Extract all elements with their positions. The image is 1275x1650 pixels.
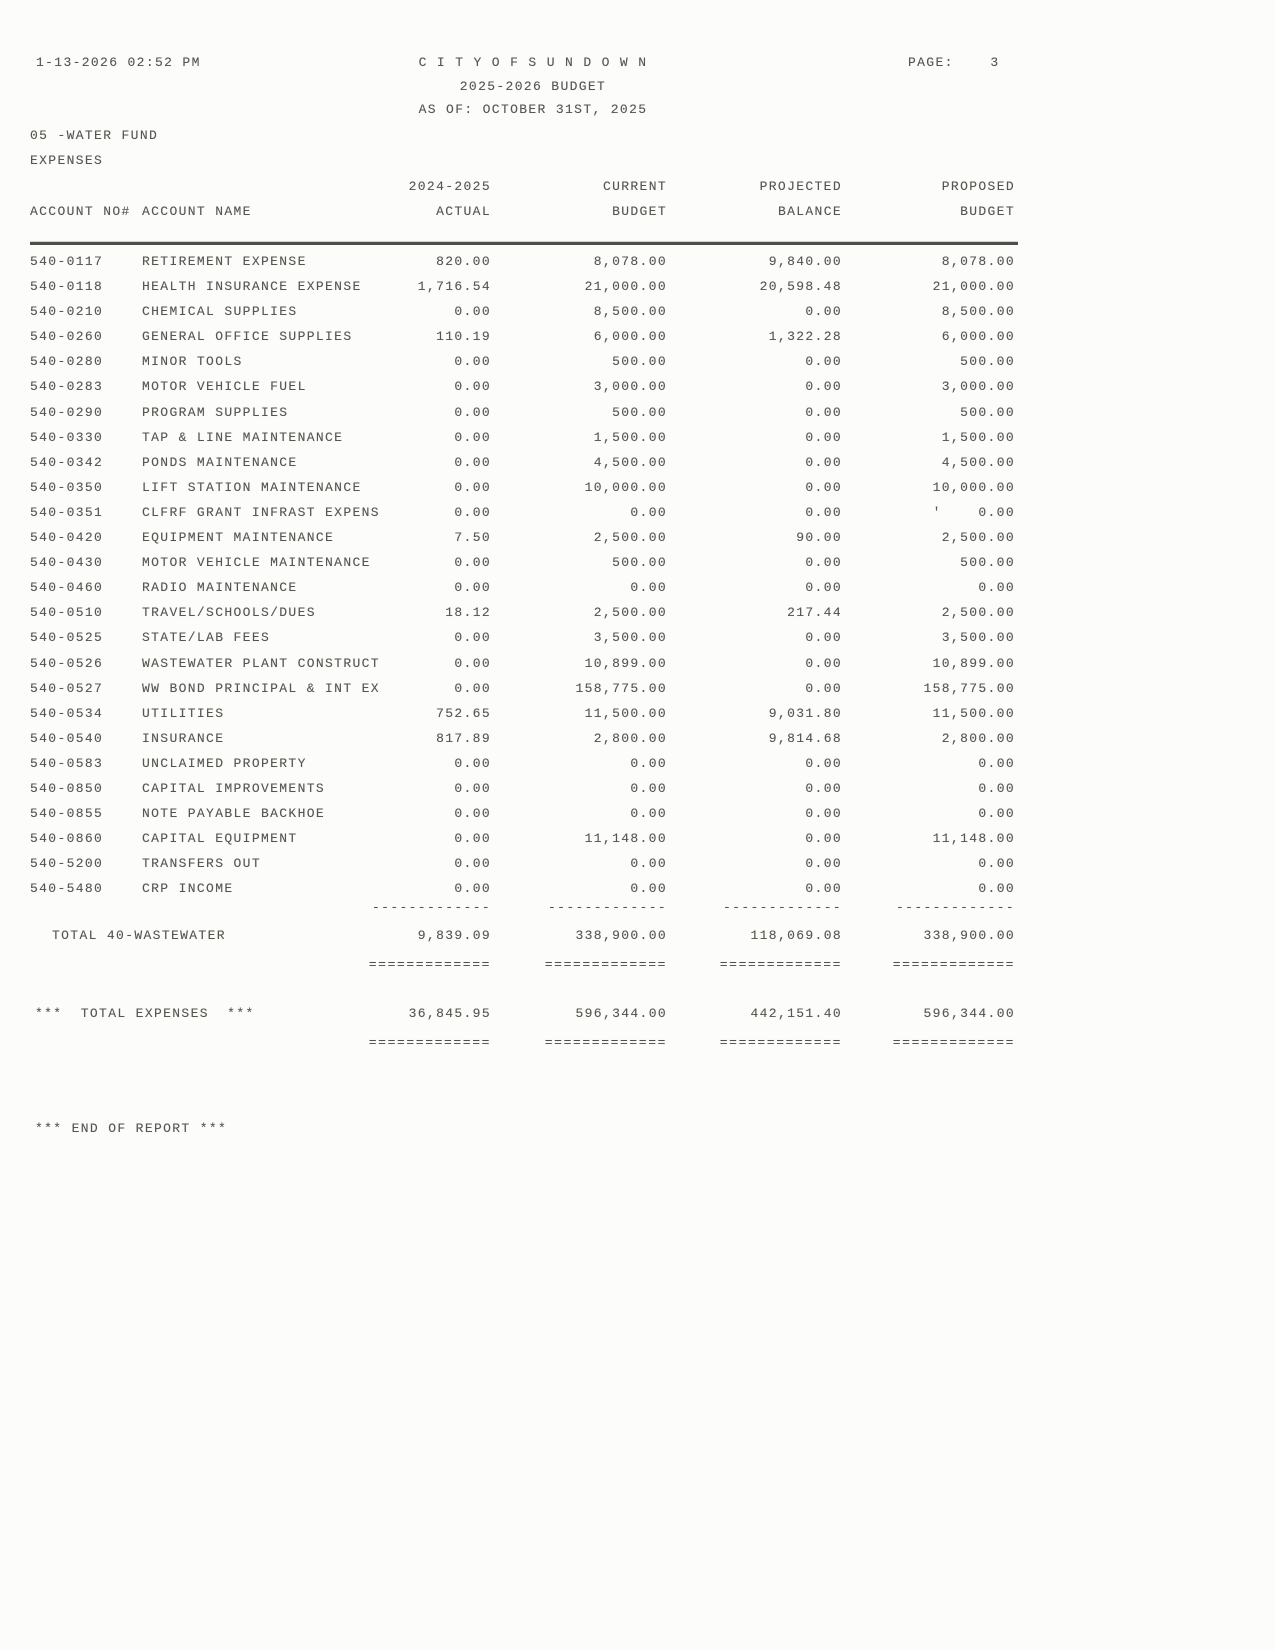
account-no-cell: 540-0260 (30, 329, 104, 345)
account-no-cell: 540-0525 (30, 630, 104, 646)
proposed-budget-cell: 2,500.00 (941, 530, 1015, 546)
proposed-budget-cell: 11,500.00 (932, 705, 1015, 721)
account-no-cell: 540-0855 (30, 806, 104, 822)
table-row (0, 776, 1245, 801)
current-budget-cell: 10,899.00 (584, 655, 667, 671)
page-number: PAGE: 3 (908, 55, 1000, 70)
proposed-budget-cell: 0.00 (978, 580, 1015, 596)
projected-balance-cell: 0.00 (805, 881, 842, 897)
actual-cell: 0.00 (454, 630, 491, 646)
projected-balance-cell: 0.00 (805, 304, 842, 320)
projected-balance-cell: 0.00 (805, 655, 842, 671)
projected-balance-cell: 0.00 (805, 806, 842, 822)
total-expenses-current: 596,344.00 (575, 1006, 667, 1021)
proposed-budget-cell: 6,000.00 (941, 329, 1015, 345)
projected-balance-cell: 0.00 (805, 454, 842, 470)
proposed-budget-cell: 2,800.00 (941, 730, 1015, 746)
total-expenses-label: *** TOTAL EXPENSES *** (35, 1006, 255, 1021)
actual-cell: 0.00 (454, 504, 491, 520)
actual-cell: 18.12 (445, 605, 491, 621)
col-current-budget: BUDGET (612, 204, 667, 219)
proposed-budget-cell: 11,148.00 (932, 831, 1015, 847)
proposed-budget-cell: 500.00 (960, 404, 1015, 420)
current-budget-cell: 6,000.00 (593, 329, 667, 345)
account-name-cell: STATE/LAB FEES (142, 630, 271, 646)
table-row (0, 525, 1245, 550)
account-name-cell: UNCLAIMED PROPERTY (142, 755, 307, 771)
actual-cell: 0.00 (454, 806, 491, 822)
account-name-cell: CAPITAL EQUIPMENT (142, 831, 298, 847)
account-no-cell: 540-0540 (30, 730, 104, 746)
projected-balance-cell: 0.00 (805, 555, 842, 571)
account-name-cell: CHEMICAL SUPPLIES (142, 304, 298, 320)
account-no-cell: 540-0850 (30, 780, 104, 796)
account-no-cell: 540-0860 (30, 831, 104, 847)
account-name-cell: LIFT STATION MAINTENANCE (142, 479, 362, 495)
table-row (0, 299, 1245, 324)
actual-cell: 820.00 (436, 254, 491, 269)
current-budget-cell: 11,148.00 (584, 831, 667, 847)
table-row (0, 726, 1245, 751)
current-budget-cell: 3,000.00 (593, 379, 667, 395)
total-expenses-projected: 442,151.40 (750, 1006, 842, 1021)
total-wastewater-row (0, 923, 1275, 948)
total-expenses-actual: 36,845.95 (408, 1006, 491, 1021)
projected-balance-cell: 217.44 (787, 605, 842, 621)
projected-balance-cell: 9,840.00 (768, 254, 842, 269)
col-actual-label: ACTUAL (436, 204, 491, 219)
current-budget-cell: 4,500.00 (593, 454, 667, 470)
account-no-cell: 540-0430 (30, 555, 104, 571)
projected-balance-cell: 0.00 (805, 630, 842, 646)
actual-cell: 0.00 (454, 780, 491, 796)
proposed-budget-cell: 4,500.00 (941, 454, 1015, 470)
projected-balance-cell: 0.00 (805, 856, 842, 872)
actual-cell: 0.00 (454, 404, 491, 420)
proposed-budget-cell: ' 0.00 (932, 504, 1015, 520)
current-budget-cell: 500.00 (612, 354, 667, 370)
account-name-cell: TRANSFERS OUT (142, 856, 261, 872)
account-no-cell: 540-0460 (30, 580, 104, 596)
report-datetime: 1-13-2026 02:52 PM (36, 55, 201, 70)
current-budget-cell: 2,500.00 (593, 605, 667, 621)
current-budget-cell: 8,500.00 (593, 304, 667, 320)
account-no-cell: 540-5480 (30, 881, 104, 897)
table-row (0, 676, 1245, 701)
total-wastewater-proposed: 338,900.00 (923, 928, 1015, 943)
actual-cell: 0.00 (454, 680, 491, 696)
double-separator: ============= (544, 957, 667, 972)
current-budget-cell: 158,775.00 (575, 680, 667, 696)
current-budget-cell: 3,500.00 (593, 630, 667, 646)
projected-balance-cell: 20,598.48 (759, 279, 842, 295)
table-row (0, 826, 1245, 851)
account-no-cell: 540-0330 (30, 429, 104, 445)
total-wastewater-actual: 9,839.09 (417, 928, 491, 943)
projected-balance-cell: 0.00 (805, 755, 842, 771)
col-projected-balance: BALANCE (777, 204, 842, 219)
double-separator-row (0, 952, 1275, 977)
actual-cell: 0.00 (454, 379, 491, 395)
account-no-cell: 540-0527 (30, 680, 104, 696)
proposed-budget-cell: 0.00 (978, 780, 1015, 796)
end-of-report: *** END OF REPORT *** (35, 1121, 228, 1136)
actual-cell: 0.00 (454, 429, 491, 445)
actual-cell: 817.89 (436, 730, 491, 746)
account-name-cell: RADIO MAINTENANCE (142, 580, 298, 596)
col-proposed: PROPOSED (941, 179, 1015, 194)
account-name-cell: HEALTH INSURANCE EXPENSE (142, 279, 362, 295)
table-row (0, 324, 1245, 349)
actual-cell: 0.00 (454, 755, 491, 771)
proposed-budget-cell: 3,500.00 (941, 630, 1015, 646)
account-no-cell: 540-0342 (30, 454, 104, 470)
total-expenses-row (0, 1001, 1275, 1026)
table-row (0, 851, 1245, 876)
account-no-cell: 540-5200 (30, 856, 104, 872)
projected-balance-cell: 0.00 (805, 580, 842, 596)
account-name-cell: WASTEWATER PLANT CONSTRUCT (142, 655, 380, 671)
proposed-budget-cell: 0.00 (978, 806, 1015, 822)
column-headers-line2 (0, 199, 1275, 224)
current-budget-cell: 1,500.00 (593, 429, 667, 445)
account-name-cell: INSURANCE (142, 730, 225, 746)
proposed-budget-cell: 3,000.00 (941, 379, 1015, 395)
projected-balance-cell: 0.00 (805, 680, 842, 696)
dashed-separator-row (0, 895, 1275, 920)
account-name-cell: TAP & LINE MAINTENANCE (142, 429, 344, 445)
projected-balance-cell: 0.00 (805, 831, 842, 847)
projected-balance-cell: 0.00 (805, 504, 842, 520)
current-budget-cell: 0.00 (630, 755, 667, 771)
col-projected: PROJECTED (759, 179, 842, 194)
column-headers-line1 (0, 174, 1275, 199)
account-no-cell: 540-0350 (30, 479, 104, 495)
projected-balance-cell: 90.00 (796, 530, 842, 546)
table-row (0, 249, 1245, 274)
current-budget-cell: 8,078.00 (593, 254, 667, 269)
col-proposed-budget: BUDGET (960, 204, 1015, 219)
spacer (30, 952, 367, 977)
spacer (142, 174, 382, 199)
account-name-cell: MINOR TOOLS (142, 354, 243, 370)
report-asof: AS OF: OCTOBER 31ST, 2025 (418, 102, 648, 117)
actual-cell: 0.00 (454, 555, 491, 571)
projected-balance-cell: 0.00 (805, 379, 842, 395)
total-expenses-proposed: 596,344.00 (923, 1006, 1015, 1021)
actual-cell: 0.00 (454, 580, 491, 596)
account-name-cell: MOTOR VEHICLE FUEL (142, 379, 307, 395)
section-label: EXPENSES (30, 153, 104, 168)
fund-label: 05 -WATER FUND (30, 128, 159, 143)
total-wastewater-projected: 118,069.08 (750, 928, 842, 943)
table-row (0, 600, 1245, 625)
account-no-cell: 540-0583 (30, 755, 104, 771)
double-separator: ============= (892, 957, 1015, 972)
current-budget-cell: 0.00 (630, 504, 667, 520)
projected-balance-cell: 9,031.80 (768, 705, 842, 721)
actual-cell: 0.00 (454, 831, 491, 847)
actual-cell: 7.50 (454, 530, 491, 546)
table-row (0, 425, 1245, 450)
dashed-separator: ------------- (548, 900, 667, 915)
double-separator: ============= (544, 1035, 667, 1050)
account-no-cell: 540-0534 (30, 705, 104, 721)
table-row (0, 374, 1245, 399)
actual-cell: 0.00 (454, 354, 491, 370)
table-row (0, 801, 1245, 826)
account-no-cell: 540-0280 (30, 354, 104, 370)
account-name-cell: NOTE PAYABLE BACKHOE (142, 806, 326, 822)
table-row (0, 500, 1245, 525)
dashed-separator: ------------- (372, 900, 491, 915)
report-title: C I T Y O F S U N D O W N (418, 55, 648, 70)
account-name-cell: PROGRAM SUPPLIES (142, 404, 289, 420)
account-name-cell: PONDS MAINTENANCE (142, 454, 298, 470)
proposed-budget-cell: 0.00 (978, 881, 1015, 897)
proposed-budget-cell: 21,000.00 (932, 279, 1015, 295)
account-no-cell: 540-0117 (30, 254, 104, 269)
projected-balance-cell: 9,814.68 (768, 730, 842, 746)
actual-cell: 1,716.54 (417, 279, 491, 295)
double-separator-row (0, 1030, 1275, 1055)
projected-balance-cell: 0.00 (805, 479, 842, 495)
proposed-budget-cell: 8,500.00 (941, 304, 1015, 320)
table-row (0, 400, 1245, 425)
table-row (0, 651, 1245, 676)
account-no-cell: 540-0283 (30, 379, 104, 395)
spacer (30, 895, 367, 920)
dashed-separator: ------------- (723, 900, 842, 915)
table-body (0, 249, 1245, 901)
table-row (0, 625, 1245, 650)
header-divider (30, 242, 1018, 245)
account-no-cell: 540-0526 (30, 655, 104, 671)
double-separator: ============= (368, 1035, 491, 1050)
table-row (0, 475, 1245, 500)
account-no-cell: 540-0290 (30, 404, 104, 420)
actual-cell: 752.65 (436, 705, 491, 721)
current-budget-cell: 0.00 (630, 780, 667, 796)
current-budget-cell: 0.00 (630, 856, 667, 872)
col-account-name: ACCOUNT NAME (142, 204, 252, 219)
projected-balance-cell: 0.00 (805, 780, 842, 796)
current-budget-cell: 500.00 (612, 404, 667, 420)
double-separator: ============= (719, 957, 842, 972)
account-no-cell: 540-0420 (30, 530, 104, 546)
double-separator: ============= (892, 1035, 1015, 1050)
proposed-budget-cell: 10,899.00 (932, 655, 1015, 671)
projected-balance-cell: 0.00 (805, 404, 842, 420)
proposed-budget-cell: 0.00 (978, 856, 1015, 872)
spacer (30, 1030, 367, 1055)
account-name-cell: WW BOND PRINCIPAL & INT EX (142, 680, 380, 696)
proposed-budget-cell: 8,078.00 (941, 254, 1015, 269)
current-budget-cell: 0.00 (630, 881, 667, 897)
account-no-cell: 540-0118 (30, 279, 104, 295)
account-name-cell: CAPITAL IMPROVEMENTS (142, 780, 326, 796)
current-budget-cell: 0.00 (630, 806, 667, 822)
proposed-budget-cell: 158,775.00 (923, 680, 1015, 696)
account-name-cell: UTILITIES (142, 705, 225, 721)
col-account-no: ACCOUNT NO# (30, 204, 131, 219)
account-name-cell: GENERAL OFFICE SUPPLIES (142, 329, 353, 345)
current-budget-cell: 0.00 (630, 580, 667, 596)
projected-balance-cell: 0.00 (805, 429, 842, 445)
actual-cell: 110.19 (436, 329, 491, 345)
account-no-cell: 540-0210 (30, 304, 104, 320)
current-budget-cell: 2,800.00 (593, 730, 667, 746)
account-name-cell: EQUIPMENT MAINTENANCE (142, 530, 335, 546)
actual-cell: 0.00 (454, 856, 491, 872)
proposed-budget-cell: 0.00 (978, 755, 1015, 771)
table-row (0, 575, 1245, 600)
proposed-budget-cell: 500.00 (960, 354, 1015, 370)
proposed-budget-cell: 1,500.00 (941, 429, 1015, 445)
current-budget-cell: 10,000.00 (584, 479, 667, 495)
col-actual-year: 2024-2025 (408, 179, 491, 194)
total-wastewater-label: TOTAL 40-WASTEWATER (52, 928, 226, 943)
actual-cell: 0.00 (454, 479, 491, 495)
projected-balance-cell: 0.00 (805, 354, 842, 370)
table-row (0, 349, 1245, 374)
account-name-cell: CLFRF GRANT INFRAST EXPENS (142, 504, 380, 520)
actual-cell: 0.00 (454, 881, 491, 897)
account-name-cell: CRP INCOME (142, 881, 234, 897)
current-budget-cell: 11,500.00 (584, 705, 667, 721)
double-separator: ============= (719, 1035, 842, 1050)
account-name-cell: RETIREMENT EXPENSE (142, 254, 307, 269)
double-separator: ============= (368, 957, 491, 972)
total-wastewater-current: 338,900.00 (575, 928, 667, 943)
table-row (0, 274, 1245, 299)
table-row (0, 450, 1245, 475)
spacer (30, 174, 142, 199)
current-budget-cell: 500.00 (612, 555, 667, 571)
current-budget-cell: 21,000.00 (584, 279, 667, 295)
proposed-budget-cell: 10,000.00 (932, 479, 1015, 495)
proposed-budget-cell: 500.00 (960, 555, 1015, 571)
col-current: CURRENT (602, 179, 667, 194)
actual-cell: 0.00 (454, 655, 491, 671)
account-name-cell: TRAVEL/SCHOOLS/DUES (142, 605, 316, 621)
current-budget-cell: 2,500.00 (593, 530, 667, 546)
projected-balance-cell: 1,322.28 (768, 329, 842, 345)
report-subtitle: 2025-2026 BUDGET (459, 79, 607, 94)
table-row (0, 701, 1245, 726)
proposed-budget-cell: 2,500.00 (941, 605, 1015, 621)
dashed-separator: ------------- (896, 900, 1015, 915)
table-row (0, 550, 1245, 575)
account-name-cell: MOTOR VEHICLE MAINTENANCE (142, 555, 371, 571)
actual-cell: 0.00 (454, 304, 491, 320)
actual-cell: 0.00 (454, 454, 491, 470)
account-no-cell: 540-0510 (30, 605, 104, 621)
account-no-cell: 540-0351 (30, 504, 104, 520)
table-row (0, 751, 1245, 776)
